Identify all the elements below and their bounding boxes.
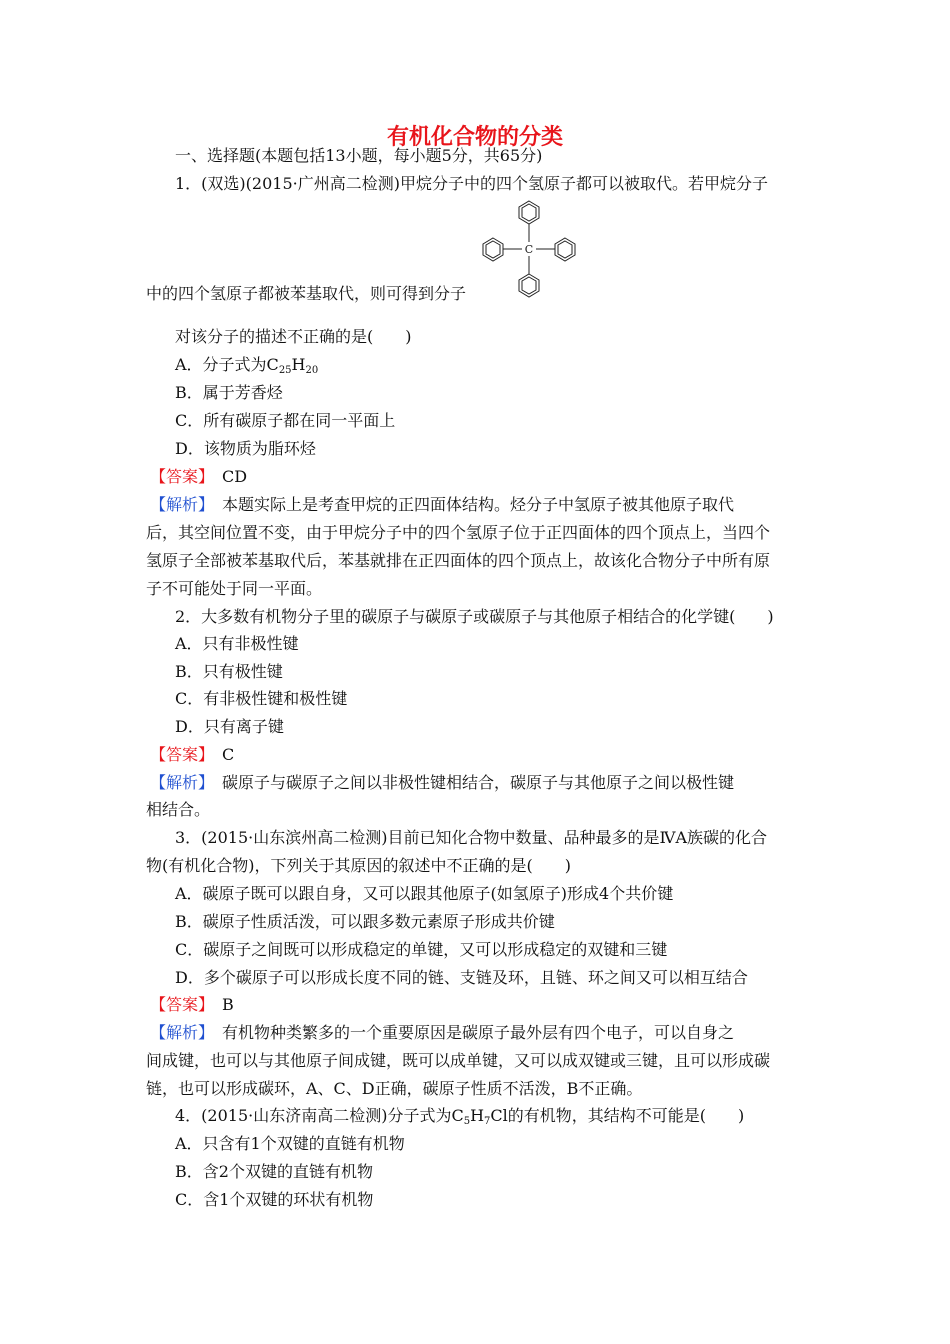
tetraphenylmethane-structure xyxy=(476,198,582,300)
q2-option-b: B．只有极性键 xyxy=(175,662,283,681)
q1-option-b: B．属于芳香烃 xyxy=(175,383,283,402)
q1-option-d: D．该物质为脂环烃 xyxy=(175,439,316,458)
q3-explanation-line2: 间成键，也可以与其他原子间成键，既可以成单键，又可以成双键或三键，且可以形成碳 xyxy=(146,1051,771,1070)
q1-explanation-line3: 氢原子全部被苯基取代后，苯基就排在正四面体的四个顶点上，故该化合物分子中所有原 xyxy=(146,551,771,570)
q1-stem-line1: 1．(双选)(2015·广州高二检测)甲烷分子中的四个氢原子都可以被取代。若甲烷分子 xyxy=(175,174,768,193)
q4-option-a: A．只含有1个双键的直链有机物 xyxy=(175,1134,405,1153)
q3-answer: 【答案】 B xyxy=(150,995,234,1014)
q1-explanation-line4: 子不可能处于同一平面。 xyxy=(146,579,323,598)
q4-option-b: B．含2个双键的直链有机物 xyxy=(175,1162,373,1181)
q3-stem-line1: 3．(2015·山东滨州高二检测)目前已知化合物中数量、品种最多的是ⅣA族碳的化合 xyxy=(175,828,768,847)
q1-option-a: A．分子式为$C_{25}H_{20}$ xyxy=(175,355,319,376)
page-title: 有机化合物的分类 xyxy=(386,125,563,150)
q2-answer: 【答案】 C xyxy=(150,745,235,764)
q1-option-c: C．所有碳原子都在同一平面上 xyxy=(175,411,396,430)
q3-explanation-line1: 【解析】 有机物种类繁多的一个重要原因是碳原子最外层有四个电子，可以自身之 xyxy=(150,1023,735,1042)
q3-stem-line2: 物(有机化合物)，下列关于其原因的叙述中不正确的是( ) xyxy=(146,856,571,875)
q4-stem: 4．(2015·山东济南高二检测)分子式为$C_5H_7Cl$的有机物，其结构不可能是( ) xyxy=(175,1106,745,1127)
q2-explanation-line2: 相结合。 xyxy=(146,800,211,819)
q2-option-d: D．只有离子键 xyxy=(175,717,284,736)
q4-option-c: C．含1个双键的环状有机物 xyxy=(175,1190,374,1209)
q2-option-c: C．有非极性键和极性键 xyxy=(175,689,348,708)
molecule-center-label: C xyxy=(524,243,534,256)
q2-stem: 2．大多数有机物分子里的碳原子与碳原子或碳原子与其他原子相结合的化学键( ) xyxy=(175,607,774,626)
q1-question: 对该分子的描述不正确的是( ) xyxy=(175,327,412,346)
q3-explanation-line3: 链，也可以形成碳环，A、C、D正确，碳原子性质不活泼，B不正确。 xyxy=(146,1079,643,1098)
q1-stem-line2: 中的四个氢原子都被苯基取代，则可得到分子 xyxy=(146,284,467,303)
q3-option-d: D．多个碳原子可以形成长度不同的链、支链及环，且链、环之间又可以相互结合 xyxy=(175,968,748,987)
q3-option-a: A．碳原子既可以跟自身，又可以跟其他原子(如氢原子)形成4个共价键 xyxy=(175,884,674,903)
q2-option-a: A．只有非极性键 xyxy=(175,634,299,653)
q1-explanation-line2: 后，其空间位置不变，由于甲烷分子中的四个氢原子位于正四面体的四个顶点上，当四个 xyxy=(146,523,771,542)
section-header: 一、选择题(本题包括13小题，每小题5分，共65分) xyxy=(175,146,543,165)
q3-option-c: C．碳原子之间既可以形成稳定的单键，又可以形成稳定的双键和三键 xyxy=(175,940,668,959)
q2-explanation-line1: 【解析】 碳原子与碳原子之间以非极性键相结合，碳原子与其他原子之间以极性键 xyxy=(150,773,735,792)
q3-option-b: B．碳原子性质活泼，可以跟多数元素原子形成共价键 xyxy=(175,912,555,931)
q1-explanation-line1: 【解析】 本题实际上是考查甲烷的正四面体结构。烃分子中氢原子被其他原子取代 xyxy=(150,495,735,514)
q1-answer: 【答案】 CD xyxy=(150,467,248,486)
